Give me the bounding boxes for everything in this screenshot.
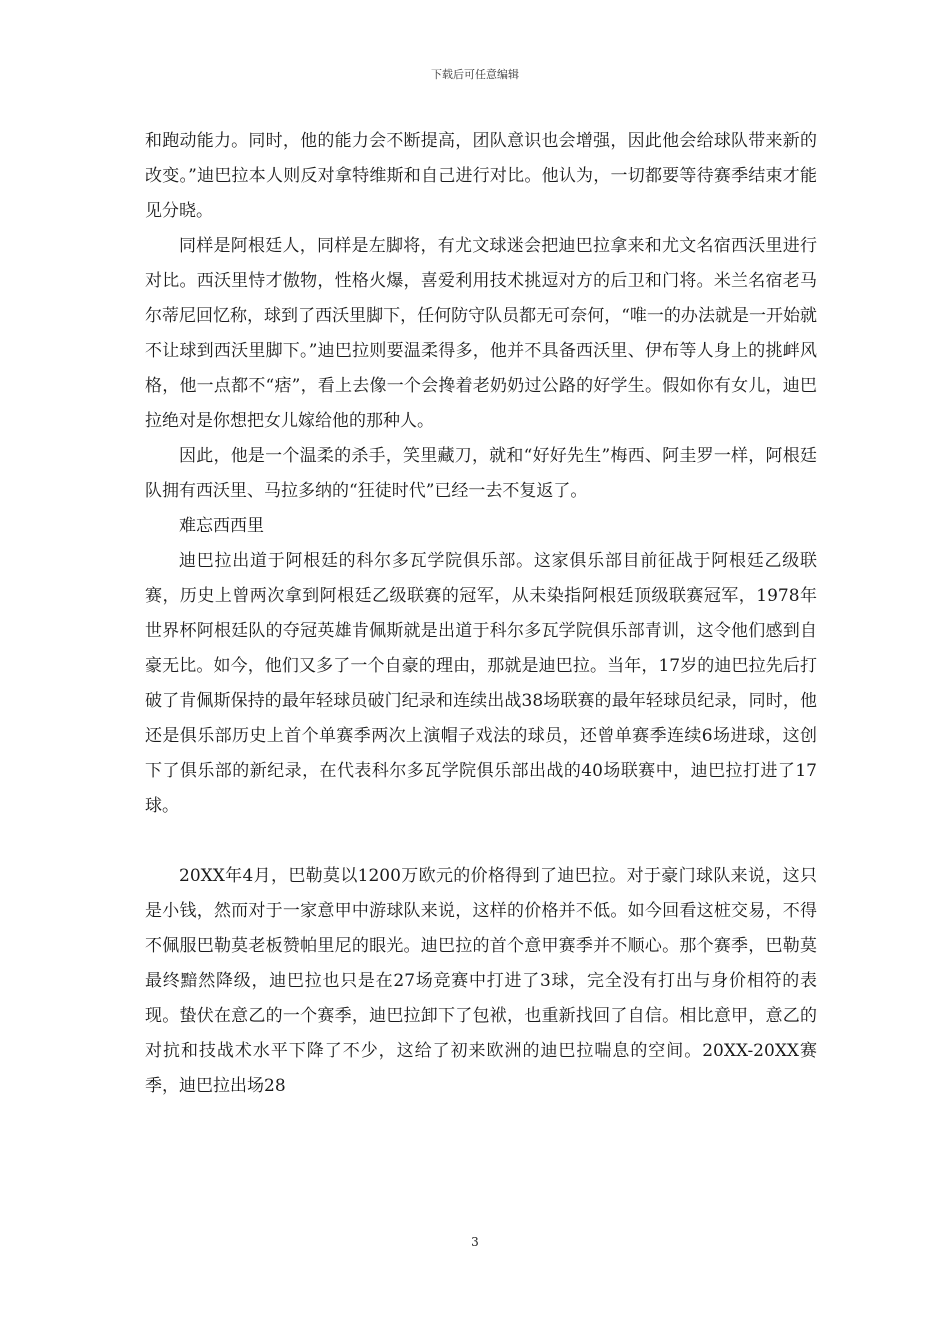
paragraph-3: 因此，他是一个温柔的杀手，笑里藏刀，就和“好好先生”梅西、阿圭罗一样，阿根廷队拥有西沃里、马拉多纳的“狂徒时代”已经一去不复返了。 — [145, 446, 817, 501]
paragraph-4: 迪巴拉出道于阿根廷的科尔多瓦学院俱乐部。这家俱乐部目前征战于阿根廷乙级联赛，历史上曾两次拿到阿根廷乙级联赛的冠军，从未染指阿根廷顶级联赛冠军，1978年世界杯阿根廷队的夺冠英雄肯佩斯就是出道于科尔多瓦学院俱乐部青训，这令他们感到自豪无比。如今，他们又多了一个自豪的理由，那就是迪巴拉。当年，17岁的迪巴拉先后打破了肯佩斯保持的最年轻球员破门纪录和连续出战38场联赛的最年轻球员纪录，同时，他还是俱乐部历史上首个单赛季两次上演帽子戏法的球员，还曾单赛季连续6场进球，这创下了俱乐部的新纪录，在代表科尔多瓦学院俱乐部出战的40场联赛中，迪巴拉打进了17球。 — [145, 551, 817, 816]
page-number: 3 — [471, 1235, 479, 1249]
paragraph-spacer — [145, 824, 817, 859]
paragraph-2: 同样是阿根廷人，同样是左脚将，有尤文球迷会把迪巴拉拿来和尤文名宿西沃里进行对比。西沃里恃才傲物，性格火爆，喜爱利用技术挑逗对方的后卫和门将。米兰名宿老马尔蒂尼回忆称，球到了西沃里脚下，任何防守队员都无可奈何，“唯一的办法就是一开始就不让球到西沃里脚下。”迪巴拉则要温柔得多，他并不具备西沃里、伊布等人身上的挑衅风格，他一点都不“痞”，看上去像一个会搀着老奶奶过公路的好学生。假如你有女儿，迪巴拉绝对是你想把女儿嫁给他的那种人。 — [145, 236, 817, 431]
paragraph-5: 20XX年4月，巴勒莫以1200万欧元的价格得到了迪巴拉。对于豪门球队来说，这只是小钱，然而对于一家意甲中游球队来说，这样的价格并不低。如今回看这桩交易，不得不佩服巴勒莫老板赞帕里尼的眼光。迪巴拉的首个意甲赛季并不顺心。那个赛季，巴勒莫最终黯然降级，迪巴拉也只是在27场竞赛中打进了3球，完全没有打出与身价相符的表现。蛰伏在意乙的一个赛季，迪巴拉卸下了包袱，也重新找回了自信。相比意甲，意乙的对抗和技战术水平下降了不少，这给了初来欧洲的迪巴拉喘息的空间。20XX-20XX赛季，迪巴拉出场28 — [145, 866, 817, 1096]
document-body — [145, 124, 817, 1104]
page-header: 下载后可任意编辑 — [431, 68, 519, 81]
section-heading: 难忘西西里 — [179, 516, 264, 536]
paragraph-1: 和跑动能力。同时，他的能力会不断提高，团队意识也会增强，因此他会给球队带来新的改变。”迪巴拉本人则反对拿特维斯和自己进行对比。他认为，一切都要等待赛季结束才能见分晓。 — [145, 131, 817, 221]
